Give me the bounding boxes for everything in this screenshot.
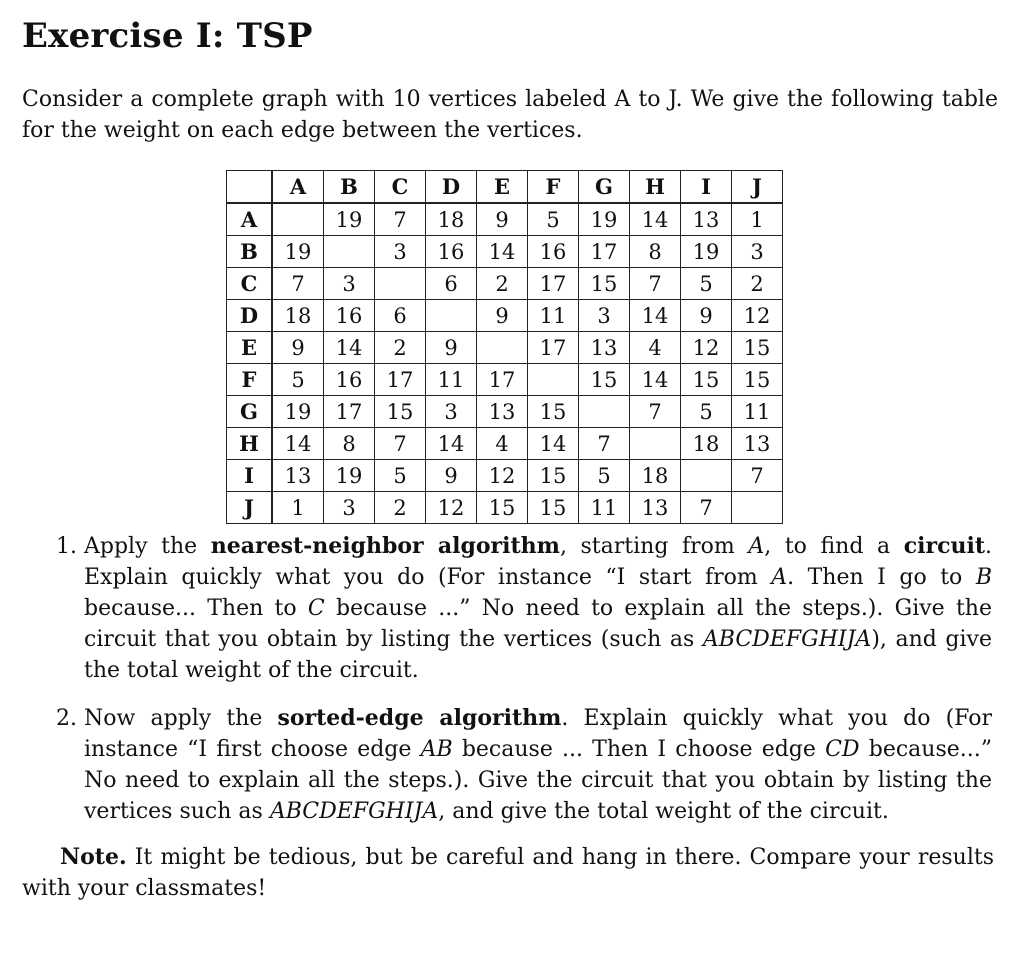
table-row: [227, 396, 783, 428]
weight-cell: 15: [375, 396, 426, 428]
weight-cell: 16: [324, 364, 375, 396]
weight-cell: 14: [630, 300, 681, 332]
weight-cell: 15: [579, 364, 630, 396]
table-header-row: [227, 171, 783, 204]
question-list: [22, 531, 992, 827]
table-row: [227, 460, 783, 492]
weight-cell: 12: [681, 332, 732, 364]
weight-cell: 5: [272, 364, 324, 396]
weight-cell: 11: [732, 396, 783, 428]
weight-cell: 5: [528, 203, 579, 236]
column-header: I: [681, 171, 732, 204]
table-corner-cell: [227, 171, 273, 204]
question-2: 2. Now apply the sorted-edge algorithm. Explain quickly what you do (For instance “I first choose edge AB because ... Then I choose edge CD because...” No need to explain all the steps.). Give the circuit that you obtain by listing the vertices such as ABCDEFGHIJA, and give the total weight of the circuit.: [84, 703, 992, 827]
weight-cell: 17: [375, 364, 426, 396]
weight-cell: 7: [375, 203, 426, 236]
weight-cell: [324, 236, 375, 268]
weight-cell: 7: [630, 268, 681, 300]
weight-cell: 1: [732, 203, 783, 236]
weight-cell: 5: [681, 396, 732, 428]
weight-cell: 19: [579, 203, 630, 236]
weight-cell: 6: [426, 268, 477, 300]
weight-cell: 13: [579, 332, 630, 364]
table-row: [227, 332, 783, 364]
column-header: C: [375, 171, 426, 204]
exercise-title: Exercise I: TSP: [22, 16, 313, 56]
row-header: B: [227, 236, 273, 268]
weight-cell: 15: [732, 364, 783, 396]
weight-cell: [528, 364, 579, 396]
weight-cell: 18: [426, 203, 477, 236]
weight-cell: 14: [272, 428, 324, 460]
weight-cell: 13: [477, 396, 528, 428]
weight-cell: 13: [272, 460, 324, 492]
weight-cell: 7: [681, 492, 732, 524]
weight-cell: [375, 268, 426, 300]
weight-cell: 19: [324, 460, 375, 492]
weight-cell: 13: [732, 428, 783, 460]
row-header: E: [227, 332, 273, 364]
column-header: G: [579, 171, 630, 204]
table-row: [227, 364, 783, 396]
weight-cell: 11: [426, 364, 477, 396]
weight-cell: 15: [477, 492, 528, 524]
question-1: 1. Apply the nearest-neighbor algorithm, starting from A, to find a circuit. Explain quickly what you do (For instance “I start from A. Then I go to B because... Then to C because ...” No need to explain all the steps.). Give the circuit that you obtain by listing the vertices (such as ABCDEFGHIJA), and give the total weight of the circuit.: [84, 531, 992, 686]
weight-cell: 17: [324, 396, 375, 428]
weight-cell: 13: [630, 492, 681, 524]
weight-cell: [426, 300, 477, 332]
table-row: [227, 203, 783, 236]
weight-cell: 4: [630, 332, 681, 364]
weight-cell: 16: [528, 236, 579, 268]
weight-cell: 14: [528, 428, 579, 460]
weight-cell: 15: [528, 492, 579, 524]
weight-cell: 14: [630, 203, 681, 236]
weight-cell: 19: [681, 236, 732, 268]
weight-cell: 14: [477, 236, 528, 268]
weight-cell: [579, 396, 630, 428]
weight-cell: 9: [272, 332, 324, 364]
weight-cell: 7: [272, 268, 324, 300]
weight-cell: 15: [732, 332, 783, 364]
weight-cell: 15: [528, 460, 579, 492]
row-header: A: [227, 203, 273, 236]
weight-cell: 8: [630, 236, 681, 268]
weight-cell: 14: [324, 332, 375, 364]
table-body: [227, 203, 783, 524]
weight-cell: 12: [426, 492, 477, 524]
weight-cell: 16: [426, 236, 477, 268]
weight-cell: 15: [681, 364, 732, 396]
table-row: [227, 492, 783, 524]
row-header: I: [227, 460, 273, 492]
column-header: A: [272, 171, 324, 204]
intro-paragraph: Consider a complete graph with 10 vertices labeled A to J. We give the following table for the weight on each edge between the vertices.: [22, 87, 998, 143]
weight-cell: 3: [324, 268, 375, 300]
weight-cell: 15: [528, 396, 579, 428]
weight-cell: 15: [579, 268, 630, 300]
weight-cell: 9: [426, 460, 477, 492]
weight-cell: [681, 460, 732, 492]
weight-cell: 3: [375, 236, 426, 268]
weight-cell: 9: [681, 300, 732, 332]
weight-cell: 1: [272, 492, 324, 524]
weight-cell: 3: [579, 300, 630, 332]
table-row: [227, 428, 783, 460]
note-text: It might be tedious, but be careful and hang in there. Compare your results with your classmates!: [22, 845, 994, 901]
weight-cell: 4: [477, 428, 528, 460]
weight-cell: 12: [477, 460, 528, 492]
weight-cell: 7: [732, 460, 783, 492]
weight-cell: 9: [477, 300, 528, 332]
weight-cell: 18: [681, 428, 732, 460]
weight-cell: 19: [324, 203, 375, 236]
weight-cell: 14: [426, 428, 477, 460]
row-header: H: [227, 428, 273, 460]
weight-cell: 18: [630, 460, 681, 492]
column-header: B: [324, 171, 375, 204]
weight-cell: 11: [579, 492, 630, 524]
weight-cell: 2: [477, 268, 528, 300]
weight-cell: 9: [426, 332, 477, 364]
weight-cell: 6: [375, 300, 426, 332]
weight-cell: 19: [272, 236, 324, 268]
weight-cell: 8: [324, 428, 375, 460]
weight-cell: 3: [732, 236, 783, 268]
weight-cell: 9: [477, 203, 528, 236]
row-header: D: [227, 300, 273, 332]
weight-cell: 17: [477, 364, 528, 396]
weight-cell: 17: [528, 332, 579, 364]
table-row: [227, 300, 783, 332]
weight-cell: 7: [375, 428, 426, 460]
weight-cell: 17: [579, 236, 630, 268]
weight-cell: 17: [528, 268, 579, 300]
note-label: Note.: [60, 844, 127, 870]
weight-cell: 16: [324, 300, 375, 332]
table-row: [227, 268, 783, 300]
edge-weight-table: [226, 170, 783, 524]
weight-cell: 2: [732, 268, 783, 300]
weight-cell: [272, 203, 324, 236]
weight-cell: 5: [579, 460, 630, 492]
row-header: F: [227, 364, 273, 396]
weight-cell: 2: [375, 332, 426, 364]
weight-cell: 18: [272, 300, 324, 332]
row-header: C: [227, 268, 273, 300]
weight-cell: 2: [375, 492, 426, 524]
column-header: J: [732, 171, 783, 204]
weight-cell: [732, 492, 783, 524]
weight-cell: 7: [579, 428, 630, 460]
note-paragraph: [22, 842, 994, 904]
weight-cell: 11: [528, 300, 579, 332]
row-header: G: [227, 396, 273, 428]
weight-cell: 14: [630, 364, 681, 396]
weight-cell: [477, 332, 528, 364]
column-header: H: [630, 171, 681, 204]
weight-cell: 5: [681, 268, 732, 300]
weight-cell: 3: [426, 396, 477, 428]
column-header: D: [426, 171, 477, 204]
weight-cell: 3: [324, 492, 375, 524]
row-header: J: [227, 492, 273, 524]
column-header: E: [477, 171, 528, 204]
weight-cell: 12: [732, 300, 783, 332]
table-row: [227, 236, 783, 268]
column-header: F: [528, 171, 579, 204]
weight-cell: 7: [630, 396, 681, 428]
weight-cell: 5: [375, 460, 426, 492]
weight-cell: 19: [272, 396, 324, 428]
weight-cell: 13: [681, 203, 732, 236]
weight-cell: [630, 428, 681, 460]
